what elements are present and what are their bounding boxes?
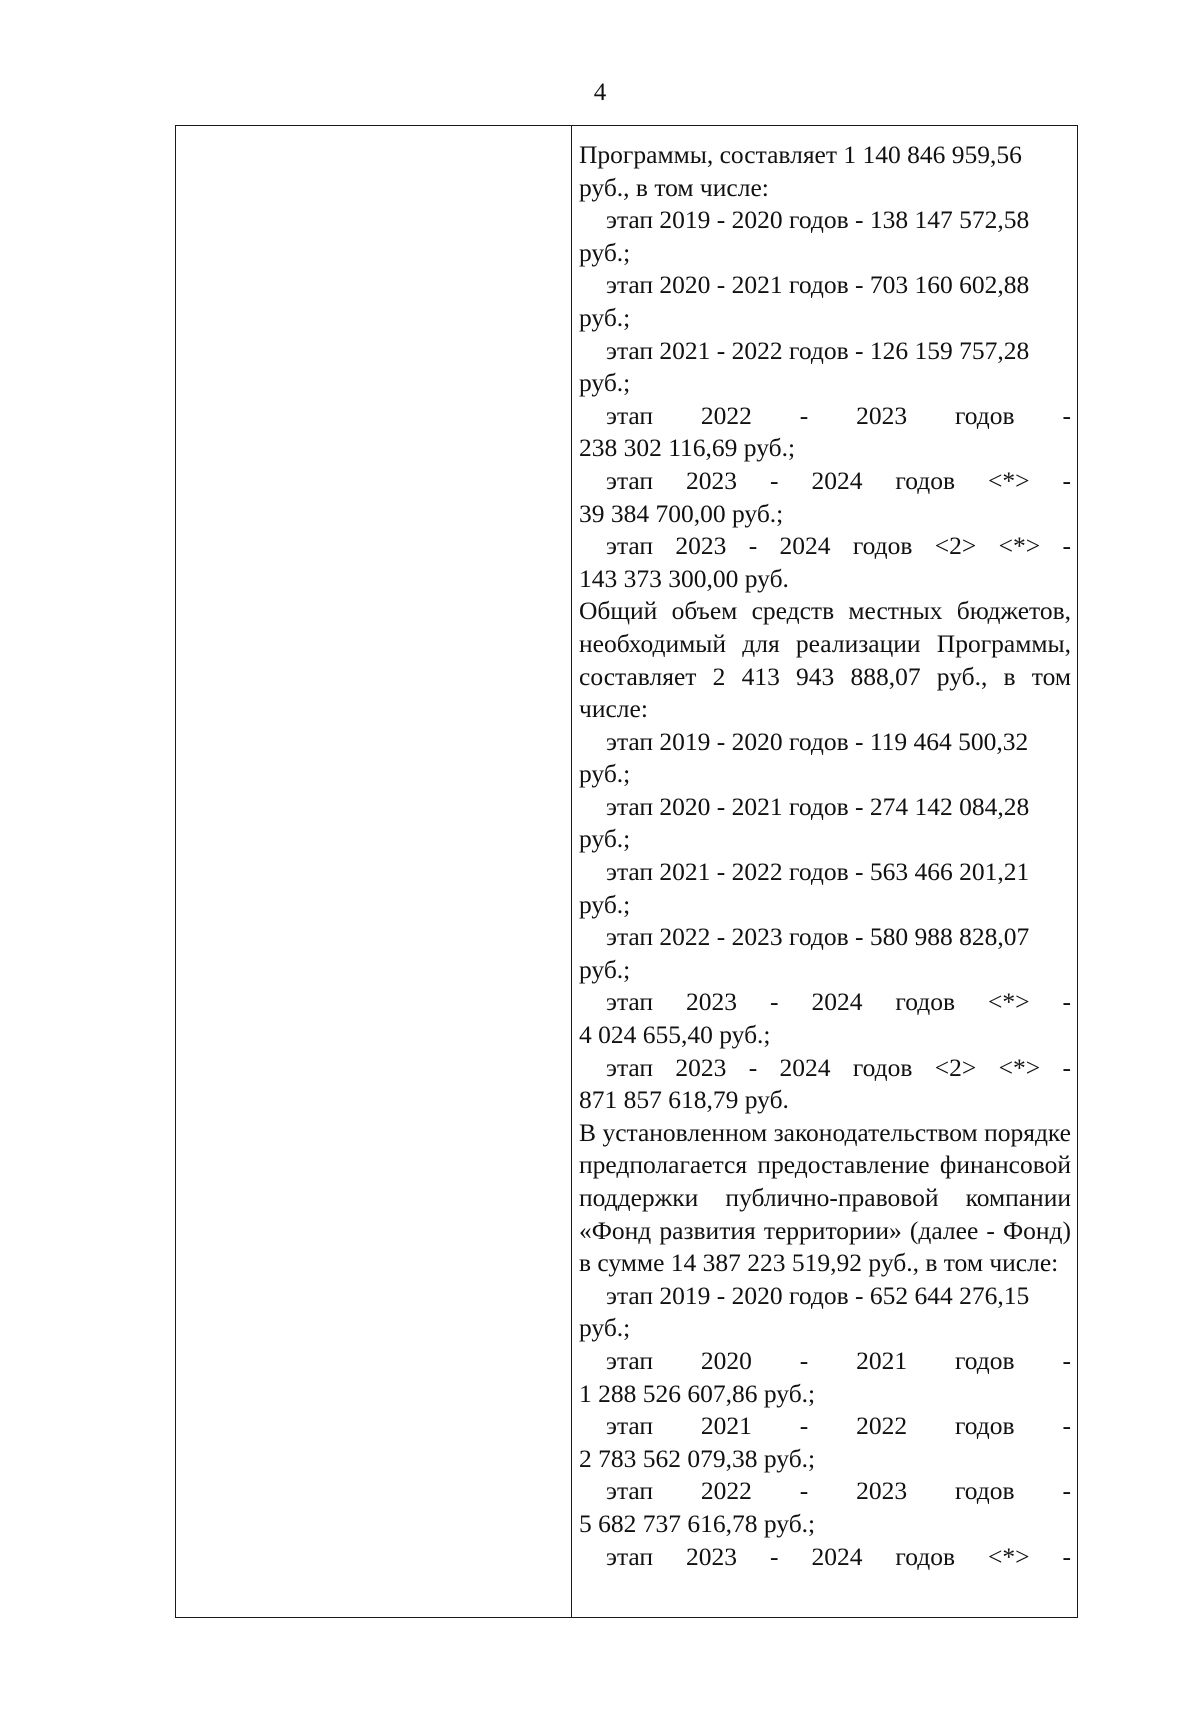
text-word: 2024 <box>811 1541 863 1571</box>
text-paragraph: Общий объем средств местных бюджетов, необходимый для реализации Программы, составляет 2 413 943 888,07 руб., в том числе: <box>579 596 1071 724</box>
text-line <box>579 530 1071 563</box>
text-word: - <box>799 1345 809 1375</box>
text-word: - <box>748 1052 758 1082</box>
text-word: 2020 <box>700 1345 752 1375</box>
text-line: этап 2021 - 2022 годов - 126 159 757,28 <box>606 335 1030 365</box>
text-word: годов <box>895 987 956 1017</box>
text-line: 39 384 700,00 руб.; <box>579 498 784 528</box>
text-word: <*> <box>987 987 1030 1017</box>
text-word: 2024 <box>779 531 831 561</box>
text-line: 238 302 116,69 руб.; <box>579 433 796 463</box>
text-line: руб.; <box>579 954 631 984</box>
text-word: 2024 <box>811 987 863 1017</box>
text-word: 2023 <box>856 400 908 430</box>
text-line: этап 2019 - 2020 годов - 119 464 500,32 <box>606 726 1029 756</box>
text-word: этап <box>606 987 654 1017</box>
text-word: - <box>799 1476 809 1506</box>
text-line: руб.; <box>579 759 631 789</box>
text-line: 2 783 562 079,38 руб.; <box>579 1443 816 1473</box>
text-line: руб.; <box>579 1313 631 1343</box>
text-word: годов <box>954 1345 1015 1375</box>
text-word: - <box>769 987 779 1017</box>
text-word: - <box>769 1541 779 1571</box>
text-word: 2023 <box>686 987 737 1017</box>
program-passport-table <box>175 125 1078 1618</box>
text-word: этап <box>606 1541 654 1571</box>
text-word: 2022 <box>700 1476 752 1506</box>
text-line: руб.; <box>579 824 631 854</box>
text-word: этап <box>606 400 654 430</box>
text-line: этап 2022 - 2023 годов - 580 988 828,07 <box>606 922 1030 952</box>
text-line <box>579 1052 1071 1085</box>
text-line: 5 682 737 616,78 руб.; <box>579 1508 816 1538</box>
text-word: <2> <box>934 1052 977 1082</box>
text-line: руб., в том числе: <box>579 172 769 202</box>
text-word: <*> <box>987 1541 1030 1571</box>
text-line: руб.; <box>579 889 631 919</box>
text-line: этап 2021 - 2022 годов - 563 466 201,21 <box>606 857 1030 887</box>
text-word: этап <box>606 1052 654 1082</box>
text-line <box>579 1541 1071 1574</box>
text-word: этап <box>606 465 654 495</box>
text-line: руб.; <box>579 368 631 398</box>
text-line: 871 857 618,79 руб. <box>579 1085 789 1115</box>
text-line: руб.; <box>579 302 631 332</box>
text-word: <2> <box>934 531 977 561</box>
text-word: 2024 <box>811 465 863 495</box>
text-word: - <box>1062 1476 1071 1506</box>
text-line <box>579 1345 1071 1378</box>
text-line <box>579 465 1071 498</box>
text-word: - <box>1062 531 1071 561</box>
text-word: - <box>1062 465 1071 495</box>
text-word: этап <box>606 1476 654 1506</box>
text-word: 2023 <box>686 465 737 495</box>
text-line: 4 024 655,40 руб.; <box>579 1020 771 1050</box>
text-word: годов <box>895 1541 956 1571</box>
text-line <box>579 986 1071 1019</box>
text-word: - <box>1062 1345 1071 1375</box>
text-word: годов <box>852 531 913 561</box>
text-word: - <box>769 465 779 495</box>
text-word: - <box>799 400 809 430</box>
text-line: этап 2020 - 2021 годов - 703 160 602,88 <box>606 270 1030 300</box>
text-word: годов <box>954 400 1015 430</box>
text-line: руб.; <box>579 237 631 267</box>
text-line <box>579 1475 1071 1508</box>
text-paragraph: В установленном законодательством порядке предполагается предоставление финансовой поддержки публично-правовой компании «Фонд развития территории» (далее - Фонд) в сумме 14 387 223 519,92 руб., в том числе: <box>579 1117 1071 1278</box>
text-line: этап 2020 - 2021 годов - 274 142 084,28 <box>606 791 1030 821</box>
text-line <box>579 1410 1071 1443</box>
text-line <box>579 400 1071 433</box>
text-word: годов <box>852 1052 913 1082</box>
text-word: 2023 <box>675 1052 727 1082</box>
text-word: 2023 <box>856 1476 908 1506</box>
text-word: годов <box>954 1476 1015 1506</box>
text-word: - <box>799 1411 809 1441</box>
text-word: 2024 <box>779 1052 831 1082</box>
text-line: Программы, составляет 1 140 846 959,56 <box>579 140 1022 169</box>
text-word: этап <box>606 1411 654 1441</box>
text-word: 2022 <box>700 400 752 430</box>
table-left-cell <box>176 126 572 1617</box>
text-word: <*> <box>987 465 1030 495</box>
text-word: - <box>1062 1411 1071 1441</box>
text-word: - <box>1062 987 1071 1017</box>
text-line: 143 373 300,00 руб. <box>579 563 789 593</box>
text-line: 1 288 526 607,86 руб.; <box>579 1378 816 1408</box>
page-number: 4 <box>593 79 607 106</box>
table-right-cell <box>572 126 1077 1617</box>
text-word: 2023 <box>686 1541 737 1571</box>
text-line: этап 2019 - 2020 годов - 138 147 572,58 <box>606 205 1030 235</box>
text-word: 2023 <box>675 531 727 561</box>
text-word: - <box>748 531 758 561</box>
text-word: - <box>1062 1541 1071 1571</box>
text-word: годов <box>895 465 956 495</box>
text-word: этап <box>606 531 654 561</box>
text-word: 2022 <box>856 1411 908 1441</box>
text-line: этап 2019 - 2020 годов - 652 644 276,15 <box>606 1280 1030 1310</box>
text-word: годов <box>954 1411 1015 1441</box>
text-word: этап <box>606 1345 654 1375</box>
text-word: - <box>1062 1052 1071 1082</box>
text-word: <*> <box>998 1052 1041 1082</box>
text-word: 2021 <box>856 1345 908 1375</box>
text-word: - <box>1062 400 1071 430</box>
text-word: 2021 <box>700 1411 752 1441</box>
text-word: <*> <box>998 531 1041 561</box>
